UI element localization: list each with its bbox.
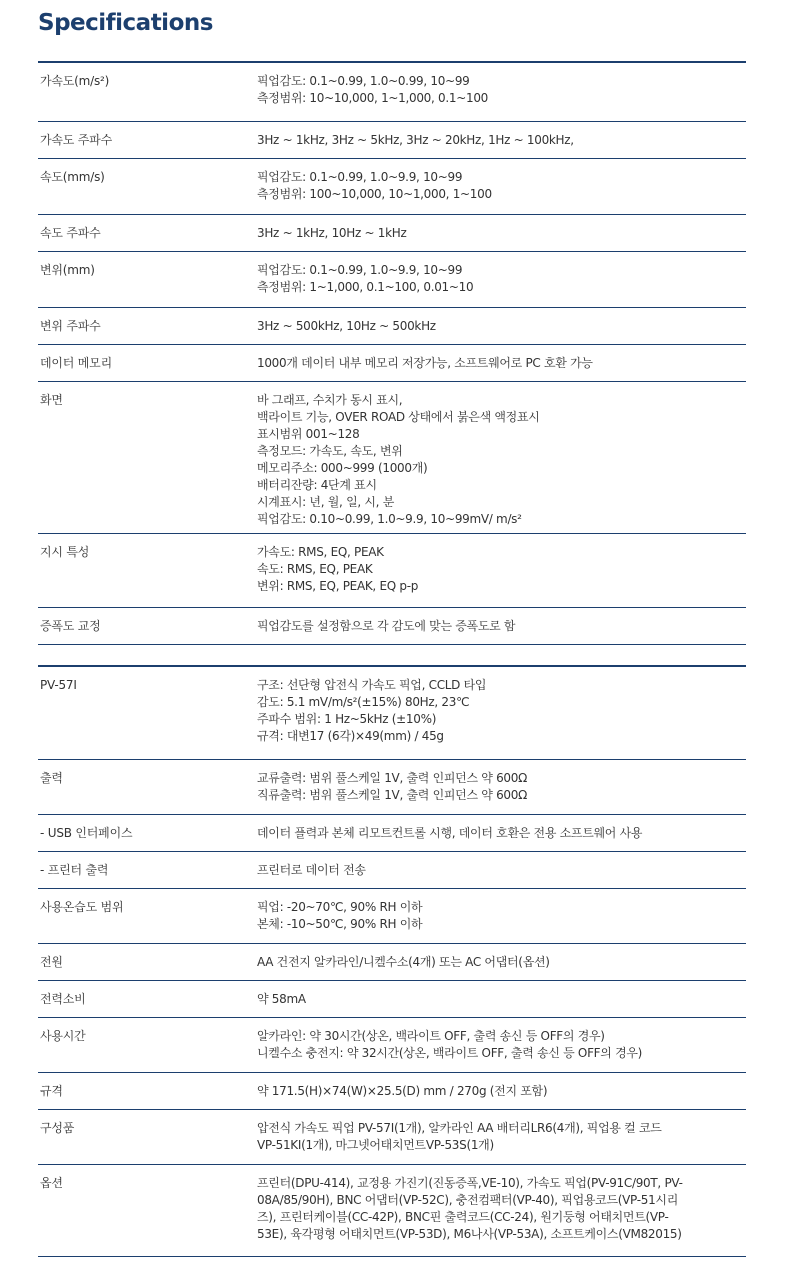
spec-value-line: 규격: 대변17 (6각)×49(mm) / 45g <box>257 729 444 743</box>
spec-value-line: 3Hz ~ 1kHz, 10Hz ~ 1kHz <box>257 226 407 240</box>
spec-value-line: 프린터로 데이터 전송 <box>257 863 366 877</box>
spec-label: 출력 <box>40 771 63 785</box>
spec-value-line: 픽업감도: 0.1~0.99, 1.0~9.9, 10~99 <box>257 263 463 277</box>
page-title: Specifications <box>38 10 213 36</box>
spec-row <box>38 308 746 345</box>
spec-value-line: 백라이트 기능, OVER ROAD 상태에서 붉은색 액정표시 <box>257 410 540 424</box>
spec-value-line: 픽업감도: 0.1~0.99, 1.0~0.99, 10~99 <box>257 74 470 88</box>
spec-label: 변위(mm) <box>40 263 95 277</box>
spec-value-line: 직류출력: 범위 풀스케일 1V, 출력 인피던스 약 600Ω <box>257 788 527 802</box>
spec-row <box>38 122 746 159</box>
spec-row <box>38 382 746 534</box>
spec-value-line: 구조: 선단형 압전식 가속도 픽업, CCLD 타입 <box>257 678 487 692</box>
spec-value-line: 픽업감도: 0.1~0.99, 1.0~9.9, 10~99 <box>257 170 463 184</box>
spec-value-line: 약 171.5(H)×74(W)×25.5(D) mm / 270g (전지 포함) <box>257 1084 548 1098</box>
spec-row <box>38 1110 746 1165</box>
spec-table-main <box>38 61 746 645</box>
spec-row <box>38 345 746 382</box>
spec-value-line: 본체: -10~50℃, 90% RH 이하 <box>257 917 423 931</box>
spec-value-line: 약 58mA <box>257 992 306 1006</box>
spec-label: 규격 <box>40 1084 63 1098</box>
spec-value <box>257 262 746 307</box>
spec-value-line: VP-51KI(1개), 마그넷어태치먼트VP-53S(1개) <box>257 1138 494 1152</box>
spec-value <box>257 1120 746 1164</box>
spec-value-line: 바 그래프, 수치가 동시 표시, <box>257 393 403 407</box>
spec-row <box>38 159 746 215</box>
spec-row <box>38 608 746 645</box>
spec-value-line: 교류출력: 범위 풀스케일 1V, 출력 인피던스 약 600Ω <box>257 771 527 785</box>
spec-label: 가속도(m/s²) <box>40 74 110 88</box>
spec-value-line: 측정모드: 가속도, 속도, 변위 <box>257 444 403 458</box>
spec-value <box>257 862 746 888</box>
spec-value-line: 측정범위: 10~10,000, 1~1,000, 0.1~100 <box>257 91 488 105</box>
spec-value-line: 시계표시: 년, 월, 일, 시, 분 <box>257 495 395 509</box>
spec-value-line: 3Hz ~ 500kHz, 10Hz ~ 500kHz <box>257 319 436 333</box>
spec-value-line: 측정범위: 1~1,000, 0.1~100, 0.01~10 <box>257 280 474 294</box>
spec-row <box>38 1073 746 1110</box>
spec-label: 속도(mm/s) <box>40 170 105 184</box>
spec-label: - 프린터 출력 <box>40 863 109 877</box>
spec-label: - USB 인터페이스 <box>40 826 133 840</box>
spec-label: 사용시간 <box>40 1029 86 1043</box>
spec-value <box>257 132 746 158</box>
spec-value-line: 속도: RMS, EQ, PEAK <box>257 562 373 576</box>
spec-value <box>257 225 746 251</box>
spec-label: 지시 특성 <box>40 545 90 559</box>
spec-row <box>38 981 746 1018</box>
spec-value-line: 주파수 범위: 1 Hz~5kHz (±10%) <box>257 712 437 726</box>
spec-value-line: 가속도: RMS, EQ, PEAK <box>257 545 384 559</box>
spec-value <box>257 169 746 214</box>
spec-value-line: 픽업: -20~70℃, 90% RH 이하 <box>257 900 423 914</box>
spec-value-line: 메모리주소: 000~999 (1000개) <box>257 461 428 475</box>
spec-row <box>38 889 746 944</box>
spec-value <box>257 899 746 943</box>
spec-row <box>38 215 746 252</box>
spec-value <box>257 1175 746 1256</box>
spec-value-line: 53E), 육각평형 어태치먼트(VP-53D), M6나사(VP-53A), 소프트케이스(VM82015) <box>257 1227 682 1241</box>
spec-row <box>38 944 746 981</box>
spec-label: 데이터 메모리 <box>40 356 112 370</box>
spec-value-line: 배터리잔량: 4단계 표시 <box>257 478 377 492</box>
spec-value-line: 알카라인: 약 30시간(상온, 백라이트 OFF, 출력 송신 등 OFF의 경우) <box>257 1029 605 1043</box>
spec-label: 옵션 <box>40 1176 63 1190</box>
spec-value-line: 압전식 가속도 픽업 PV-57I(1개), 알카라인 AA 배터리LR6(4개), 픽업용 컬 코드 <box>257 1121 662 1135</box>
spec-value-line: 측정범위: 100~10,000, 10~1,000, 1~100 <box>257 187 492 201</box>
spec-value <box>257 355 746 381</box>
spec-row <box>38 667 746 760</box>
spec-value-line: AA 건전지 알카라인/니켈수소(4개) 또는 AC 어댑터(옵션) <box>257 955 550 969</box>
spec-value <box>257 318 746 344</box>
spec-label: 변위 주파수 <box>40 319 101 333</box>
spec-value <box>257 954 746 980</box>
spec-value-line: 08A/85/90H), BNC 어댑터(VP-52C), 충전컴팩터(VP-40), 픽업용코드(VP-51시리 <box>257 1193 679 1207</box>
spec-value-line: 1000개 데이터 내부 메모리 저장가능, 소프트웨어로 PC 호환 가능 <box>257 356 593 370</box>
spec-value <box>257 991 746 1017</box>
spec-value-line: 감도: 5.1 mV/m/s²(±15%) 80Hz, 23℃ <box>257 695 470 709</box>
spec-value-line: 3Hz ~ 1kHz, 3Hz ~ 5kHz, 3Hz ~ 20kHz, 1Hz ~ 100kHz, <box>257 133 574 147</box>
spec-table-device <box>38 665 746 1257</box>
spec-value-line: 표시범위 001~128 <box>257 427 360 441</box>
spec-value <box>257 544 746 607</box>
spec-row <box>38 852 746 889</box>
spec-value-line: 니켈수소 충전지: 약 32시간(상온, 백라이트 OFF, 출력 송신 등 OFF의 경우) <box>257 1046 643 1060</box>
spec-value <box>257 677 746 759</box>
spec-value-line: 픽업감도를 설정함으로 각 감도에 맞는 증폭도로 함 <box>257 619 516 633</box>
spec-row <box>38 63 746 122</box>
spec-value-line: 데이터 플력과 본체 리모트컨트롤 시행, 데이터 호환은 전용 소프트웨어 사용 <box>257 826 643 840</box>
spec-value <box>257 73 746 121</box>
spec-row <box>38 1018 746 1073</box>
spec-value-line: 변위: RMS, EQ, PEAK, EQ p-p <box>257 579 419 593</box>
spec-row <box>38 1165 746 1257</box>
spec-value-line: 즈), 프린터케이블(CC-42P), BNC핀 출력코드(CC-24), 원기둥형 어태치먼트(VP- <box>257 1210 669 1224</box>
spec-value <box>257 392 746 533</box>
spec-row <box>38 760 746 815</box>
spec-label: 가속도 주파수 <box>40 133 112 147</box>
spec-value-line: 프린터(DPU-414), 교정용 가진기(진동증폭,VE-10), 가속도 픽업(PV-91C/90T, PV- <box>257 1176 683 1190</box>
spec-label: 속도 주파수 <box>40 226 101 240</box>
spec-value <box>257 1028 746 1072</box>
spec-label: 사용온습도 범위 <box>40 900 124 914</box>
spec-value <box>257 618 746 644</box>
spec-label: 전력소비 <box>40 992 86 1006</box>
spec-row <box>38 534 746 608</box>
spec-value <box>257 770 746 814</box>
spec-value <box>257 1083 746 1109</box>
spec-label: 화면 <box>40 393 63 407</box>
spec-row <box>38 815 746 852</box>
spec-label: 전원 <box>40 955 63 969</box>
spec-row <box>38 252 746 308</box>
spec-value <box>257 825 746 851</box>
spec-label: 구성품 <box>40 1121 75 1135</box>
spec-value-line: 픽업감도: 0.10~0.99, 1.0~9.9, 10~99mV/ m/s² <box>257 512 522 526</box>
spec-label: PV-57I <box>40 678 77 692</box>
spec-label: 증폭도 교정 <box>40 619 101 633</box>
